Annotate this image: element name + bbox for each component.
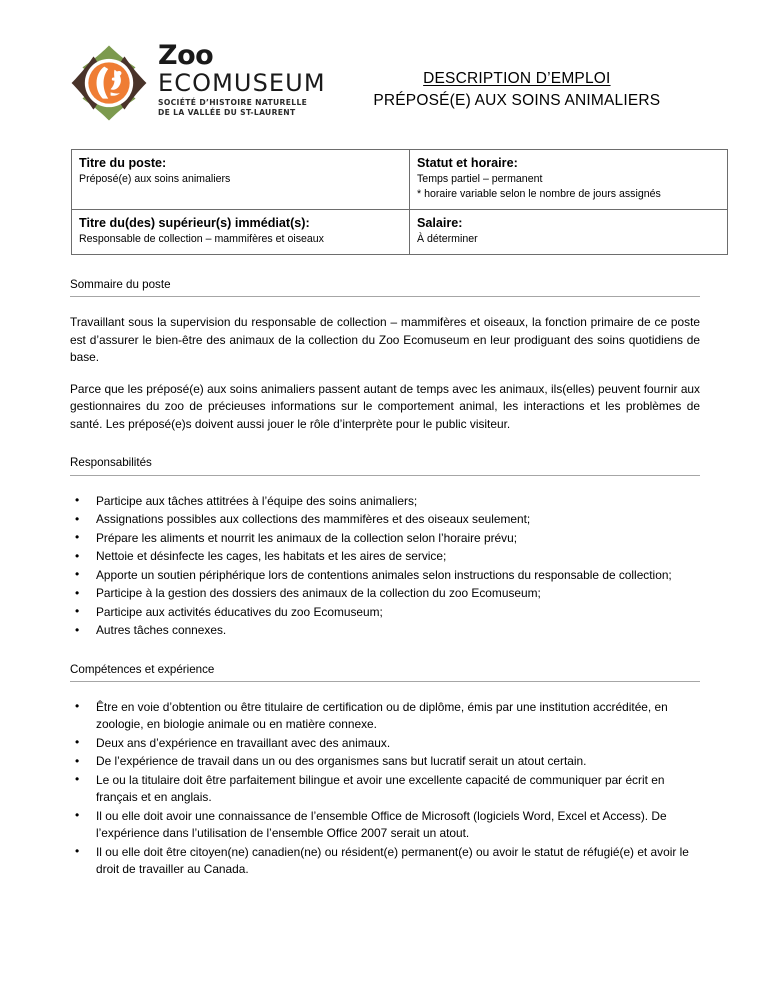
table-row (72, 210, 728, 255)
list-item: • Participe à la gestion des dossiers des animaux de la collection du zoo Ecomuseum; (70, 585, 700, 603)
section-heading-competences: Compétences et expérience (70, 662, 700, 682)
list-item: • Participe aux activités éducatives du zoo Ecomuseum; (70, 604, 700, 622)
document-title-secondary: PRÉPOSÉ(E) AUX SOINS ANIMALIERS (373, 92, 661, 110)
cell-value: Responsable de collection – mammifères et oiseaux (79, 233, 324, 246)
document-body (0, 277, 768, 879)
list-item: • Être en voie d’obtention ou être titulaire de certification ou de diplôme, émis par une institution accréditée, en zoologie, en biologie animale ou en matière connexe. (70, 699, 700, 734)
section-heading-responsabilites: Responsabilités (70, 455, 700, 475)
zoo-ecomuseum-logo (70, 40, 326, 122)
section-heading-sommaire: Sommaire du poste (70, 277, 700, 297)
document-title-primary: DESCRIPTION D’EMPLOI (423, 70, 611, 87)
sommaire-paragraph-2: Parce que les préposé(e) aux soins animaliers passent autant de temps avec les animaux, ils(elles) peuvent fournir aux gestionnaires du zoo de précieuses informations sur le comportement animal, les interactions et les problèmes de santé. Les préposé(e)s doivent aussi jouer le rôle d’interprète pour le public visiteur. (70, 381, 700, 431)
table-cell-supervisor-title (72, 210, 410, 255)
logo-tagline-line-1: SOCIÉTÉ D’HISTOIRE NATURELLE (158, 98, 308, 108)
logo-name-ecomuseum: ECOMUSEUM (158, 68, 326, 97)
list-item: • Autres tâches connexes. (70, 622, 700, 640)
cell-label: Titre du(des) supérieur(s) immédiat(s): (79, 216, 310, 231)
sommaire-paragraph-1: Travaillant sous la supervision du responsable de collection – mammifères et oiseaux, la fonction primaire de ce poste est d’assurer le bien-être des animaux de la collection du Zoo Ecomuseum en leur prodiguant des soins quotidiens de base. (70, 315, 700, 365)
list-item: • Il ou elle doit être citoyen(ne) canadien(ne) ou résident(e) permanent(e) ou avoir le statut de réfugié(e) et avoir le droit de travailler au Canada. (70, 844, 700, 879)
logo-wordmark (158, 40, 326, 118)
logo-tagline (158, 98, 326, 119)
table-row (72, 150, 728, 210)
list-item: • De l’expérience de travail dans un ou des organismes sans but lucratif serait un atout certain. (70, 753, 700, 771)
job-info-table (71, 149, 728, 255)
zoo-ecomuseum-diamond-logo-icon (70, 44, 148, 122)
table-cell-job-title (72, 150, 410, 210)
list-item: • Nettoie et désinfecte les cages, les habitats et les aires de service; (70, 548, 700, 566)
cell-value: Temps partiel – permanent (417, 173, 543, 185)
cell-label: Salaire: (417, 216, 463, 231)
logo-tagline-line-2: DE LA VALLÉE DU ST-LAURENT (158, 108, 296, 118)
cell-value: À déterminer (417, 233, 478, 246)
list-item: • Apporte un soutien périphérique lors de contentions animales selon instructions du responsable de collection; (70, 567, 700, 585)
cell-value: Préposé(e) aux soins animaliers (79, 173, 231, 185)
list-item: • Prépare les aliments et nourrit les animaux de la collection selon l’horaire prévu; (70, 530, 700, 548)
document-header (0, 0, 768, 122)
cell-label: Titre du poste: (79, 156, 167, 170)
list-item: • Participe aux tâches attitrées à l’équipe des soins animaliers; (70, 493, 700, 511)
cell-label: Statut et horaire: (417, 156, 518, 170)
list-item: • Assignations possibles aux collections des mammifères et des oiseaux seulement; (70, 511, 700, 529)
document-title-block (326, 40, 700, 113)
table-cell-status-schedule (410, 150, 728, 210)
list-item: • Deux ans d’expérience en travaillant avec des animaux. (70, 735, 700, 753)
table-cell-salary (410, 210, 728, 255)
list-item: • Le ou la titulaire doit être parfaitement bilingue et avoir une excellente capacité de communiquer par écrit en français et en anglais. (70, 772, 700, 807)
list-item: • Il ou elle doit avoir une connaissance de l’ensemble Office de Microsoft (logiciels Word, Excel et Access). De l’expérience dans l’utilisation de l’ensemble Office 2007 serait un atout. (70, 808, 700, 843)
competences-list (70, 699, 700, 879)
cell-value-note: * horaire variable selon le nombre de jours assignés (417, 188, 661, 201)
responsabilites-list (70, 493, 700, 640)
logo-name-zoo: Zoo (158, 40, 214, 72)
